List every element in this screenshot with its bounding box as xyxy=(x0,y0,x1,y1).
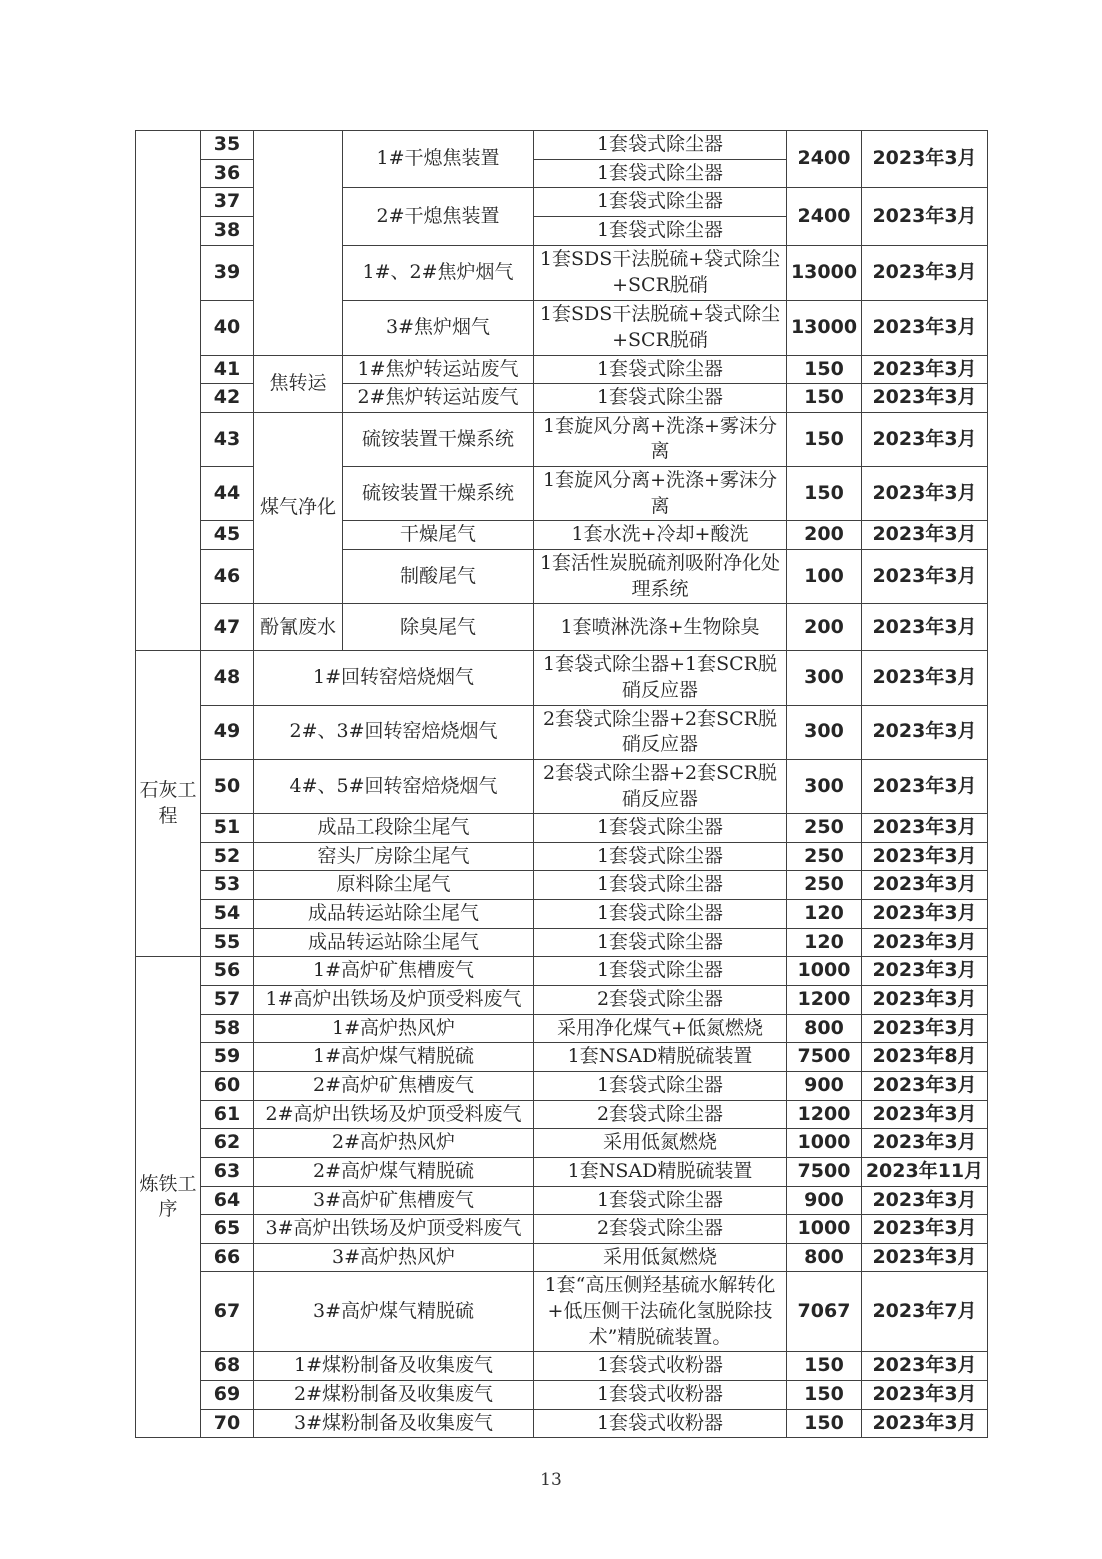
cell-flow: 13000 xyxy=(787,245,862,300)
cell-seq: 44 xyxy=(201,467,254,521)
cell-treatment: 1套旋风分离+洗涤+雾沫分离 xyxy=(534,467,787,521)
cell-flow: 1000 xyxy=(787,957,862,986)
cell-treatment: 1套NSAD精脱硫装置 xyxy=(534,1157,787,1186)
cell-date: 2023年3月 xyxy=(862,871,988,900)
cell-source: 4#、5#回转窑焙烧烟气 xyxy=(254,759,534,813)
cell-treatment: 1套SDS干法脱硫+袋式除尘+SCR脱硝 xyxy=(534,245,787,300)
cell-seq: 70 xyxy=(201,1409,254,1438)
cell-seq: 67 xyxy=(201,1272,254,1352)
cell-seq: 41 xyxy=(201,355,254,384)
cell-source: 制酸尾气 xyxy=(343,550,534,604)
cell-date: 2023年3月 xyxy=(862,957,988,986)
cell-flow: 150 xyxy=(787,1352,862,1381)
cell-source: 3#煤粉制备及收集废气 xyxy=(254,1409,534,1438)
cell-source: 1#焦炉转运站废气 xyxy=(343,355,534,384)
cell-date: 2023年3月 xyxy=(862,1380,988,1409)
table-row xyxy=(136,1215,988,1244)
cell-seq: 59 xyxy=(201,1043,254,1072)
cell-seq: 45 xyxy=(201,521,254,550)
cell-seq: 63 xyxy=(201,1157,254,1186)
page-number: 13 xyxy=(540,1470,562,1490)
cell-date: 2023年3月 xyxy=(862,1243,988,1272)
cell-flow: 150 xyxy=(787,467,862,521)
cell-date: 2023年3月 xyxy=(862,928,988,957)
cell-subprocess: 酚氰废水 xyxy=(254,604,343,651)
cell-source: 1#、2#焦炉烟气 xyxy=(343,245,534,300)
cell-seq: 43 xyxy=(201,412,254,466)
cell-flow: 7500 xyxy=(787,1157,862,1186)
cell-seq: 42 xyxy=(201,384,254,413)
cell-flow: 900 xyxy=(787,1071,862,1100)
cell-treatment: 1套袋式除尘器 xyxy=(534,814,787,843)
cell-treatment: 1套袋式除尘器 xyxy=(534,216,787,245)
cell-source: 3#高炉煤气精脱硫 xyxy=(254,1272,534,1352)
table-row xyxy=(136,651,988,705)
cell-flow: 200 xyxy=(787,604,862,651)
cell-date: 2023年3月 xyxy=(862,131,988,188)
table-row xyxy=(136,928,988,957)
table-row xyxy=(136,1272,988,1352)
table-row xyxy=(136,759,988,813)
cell-treatment: 1套袋式除尘器 xyxy=(534,384,787,413)
table-row xyxy=(136,1380,988,1409)
cell-date: 2023年3月 xyxy=(862,245,988,300)
cell-subprocess: 煤气净化 xyxy=(254,412,343,603)
cell-treatment: 1套活性炭脱硫剂吸附净化处理系统 xyxy=(534,550,787,604)
cell-source: 2#干熄焦装置 xyxy=(343,188,534,245)
cell-source: 3#焦炉烟气 xyxy=(343,300,534,355)
cell-source: 1#回转窑焙烧烟气 xyxy=(254,651,534,705)
cell-flow: 250 xyxy=(787,871,862,900)
table-row xyxy=(136,131,988,160)
cell-flow: 200 xyxy=(787,521,862,550)
cell-flow: 300 xyxy=(787,651,862,705)
cell-source: 1#干熄焦装置 xyxy=(343,131,534,188)
cell-date: 2023年3月 xyxy=(862,355,988,384)
table-row xyxy=(136,871,988,900)
table-row xyxy=(136,1071,988,1100)
cell-treatment: 2套袋式除尘器 xyxy=(534,986,787,1015)
cell-flow: 300 xyxy=(787,705,862,759)
cell-seq: 55 xyxy=(201,928,254,957)
table-row xyxy=(136,604,988,651)
table-row xyxy=(136,814,988,843)
cell-seq: 68 xyxy=(201,1352,254,1381)
cell-date: 2023年3月 xyxy=(862,1186,988,1215)
cell-date: 2023年3月 xyxy=(862,759,988,813)
cell-category xyxy=(136,131,201,651)
table-row xyxy=(136,1409,988,1438)
cell-flow: 150 xyxy=(787,355,862,384)
cell-flow: 150 xyxy=(787,1380,862,1409)
cell-date: 2023年3月 xyxy=(862,300,988,355)
cell-category: 石灰工程 xyxy=(136,651,201,957)
cell-flow: 800 xyxy=(787,1014,862,1043)
cell-date: 2023年3月 xyxy=(862,900,988,929)
cell-treatment: 1套“高压侧羟基硫水解转化+低压侧干法硫化氢脱除技术”精脱硫装置。 xyxy=(534,1272,787,1352)
cell-treatment: 1套袋式除尘器 xyxy=(534,871,787,900)
cell-date: 2023年3月 xyxy=(862,188,988,245)
cell-source: 3#高炉出铁场及炉顶受料废气 xyxy=(254,1215,534,1244)
cell-date: 2023年3月 xyxy=(862,412,988,466)
cell-seq: 49 xyxy=(201,705,254,759)
cell-treatment: 1套NSAD精脱硫装置 xyxy=(534,1043,787,1072)
cell-seq: 66 xyxy=(201,1243,254,1272)
cell-flow: 800 xyxy=(787,1243,862,1272)
cell-date: 2023年3月 xyxy=(862,842,988,871)
cell-source: 成品工段除尘尾气 xyxy=(254,814,534,843)
cell-treatment: 采用低氮燃烧 xyxy=(534,1129,787,1158)
cell-date: 2023年3月 xyxy=(862,705,988,759)
cell-source: 1#煤粉制备及收集废气 xyxy=(254,1352,534,1381)
cell-treatment: 1套袋式除尘器+1套SCR脱硝反应器 xyxy=(534,651,787,705)
cell-seq: 58 xyxy=(201,1014,254,1043)
cell-treatment: 2套袋式除尘器+2套SCR脱硝反应器 xyxy=(534,705,787,759)
cell-seq: 36 xyxy=(201,159,254,188)
table-row xyxy=(136,1043,988,1072)
table-row xyxy=(136,1186,988,1215)
cell-seq: 61 xyxy=(201,1100,254,1129)
cell-source: 1#高炉矿焦槽废气 xyxy=(254,957,534,986)
cell-treatment: 采用低氮燃烧 xyxy=(534,1243,787,1272)
process-table xyxy=(135,130,988,1438)
cell-date: 2023年3月 xyxy=(862,1129,988,1158)
table-row xyxy=(136,355,988,384)
cell-source: 2#、3#回转窑焙烧烟气 xyxy=(254,705,534,759)
cell-seq: 37 xyxy=(201,188,254,217)
cell-seq: 35 xyxy=(201,131,254,160)
cell-treatment: 1套袋式收粉器 xyxy=(534,1380,787,1409)
cell-treatment: 1套喷淋洗涤+生物除臭 xyxy=(534,604,787,651)
cell-treatment: 2套袋式除尘器 xyxy=(534,1100,787,1129)
cell-date: 2023年3月 xyxy=(862,1215,988,1244)
cell-source: 成品转运站除尘尾气 xyxy=(254,900,534,929)
cell-source: 1#高炉出铁场及炉顶受料废气 xyxy=(254,986,534,1015)
table-row xyxy=(136,1014,988,1043)
table-row xyxy=(136,842,988,871)
cell-seq: 69 xyxy=(201,1380,254,1409)
cell-source: 成品转运站除尘尾气 xyxy=(254,928,534,957)
cell-treatment: 1套水洗+冷却+酸洗 xyxy=(534,521,787,550)
cell-seq: 39 xyxy=(201,245,254,300)
cell-source: 干燥尾气 xyxy=(343,521,534,550)
cell-flow: 2400 xyxy=(787,131,862,188)
cell-date: 2023年3月 xyxy=(862,604,988,651)
table-row xyxy=(136,1157,988,1186)
cell-treatment: 1套袋式除尘器 xyxy=(534,1071,787,1100)
cell-seq: 46 xyxy=(201,550,254,604)
cell-flow: 250 xyxy=(787,814,862,843)
cell-date: 2023年3月 xyxy=(862,384,988,413)
cell-flow: 900 xyxy=(787,1186,862,1215)
table-row xyxy=(136,1129,988,1158)
table-row xyxy=(136,705,988,759)
cell-source: 窑头厂房除尘尾气 xyxy=(254,842,534,871)
cell-date: 2023年3月 xyxy=(862,1100,988,1129)
cell-treatment: 1套袋式除尘器 xyxy=(534,188,787,217)
cell-source: 2#高炉矿焦槽废气 xyxy=(254,1071,534,1100)
cell-date: 2023年3月 xyxy=(862,1014,988,1043)
cell-flow: 7067 xyxy=(787,1272,862,1352)
cell-source: 3#高炉矿焦槽废气 xyxy=(254,1186,534,1215)
cell-flow: 13000 xyxy=(787,300,862,355)
cell-source: 除臭尾气 xyxy=(343,604,534,651)
cell-seq: 56 xyxy=(201,957,254,986)
cell-treatment: 1套袋式除尘器 xyxy=(534,355,787,384)
cell-flow: 100 xyxy=(787,550,862,604)
cell-date: 2023年3月 xyxy=(862,1071,988,1100)
cell-source: 硫铵装置干燥系统 xyxy=(343,467,534,521)
cell-seq: 51 xyxy=(201,814,254,843)
cell-date: 2023年3月 xyxy=(862,1352,988,1381)
cell-date: 2023年3月 xyxy=(862,986,988,1015)
cell-flow: 1000 xyxy=(787,1215,862,1244)
table-row xyxy=(136,957,988,986)
cell-flow: 1200 xyxy=(787,1100,862,1129)
cell-flow: 150 xyxy=(787,1409,862,1438)
cell-flow: 150 xyxy=(787,412,862,466)
cell-seq: 52 xyxy=(201,842,254,871)
cell-treatment: 1套旋风分离+洗涤+雾沫分离 xyxy=(534,412,787,466)
cell-treatment: 1套袋式除尘器 xyxy=(534,842,787,871)
table-row xyxy=(136,1100,988,1129)
cell-seq: 60 xyxy=(201,1071,254,1100)
cell-flow: 2400 xyxy=(787,188,862,245)
cell-treatment: 1套SDS干法脱硫+袋式除尘+SCR脱硝 xyxy=(534,300,787,355)
cell-subprocess: 焦转运 xyxy=(254,355,343,412)
cell-seq: 38 xyxy=(201,216,254,245)
cell-date: 2023年8月 xyxy=(862,1043,988,1072)
cell-source: 2#高炉热风炉 xyxy=(254,1129,534,1158)
cell-date: 2023年3月 xyxy=(862,467,988,521)
cell-flow: 1200 xyxy=(787,986,862,1015)
cell-category: 炼铁工序 xyxy=(136,957,201,1438)
cell-source: 1#高炉煤气精脱硫 xyxy=(254,1043,534,1072)
cell-seq: 48 xyxy=(201,651,254,705)
cell-treatment: 1套袋式除尘器 xyxy=(534,131,787,160)
cell-source: 1#高炉热风炉 xyxy=(254,1014,534,1043)
cell-treatment: 1套袋式除尘器 xyxy=(534,957,787,986)
cell-seq: 64 xyxy=(201,1186,254,1215)
cell-date: 2023年3月 xyxy=(862,1409,988,1438)
cell-treatment: 1套袋式除尘器 xyxy=(534,928,787,957)
cell-seq: 40 xyxy=(201,300,254,355)
cell-source: 硫铵装置干燥系统 xyxy=(343,412,534,466)
cell-treatment: 1套袋式除尘器 xyxy=(534,159,787,188)
table-row xyxy=(136,412,988,466)
cell-flow: 150 xyxy=(787,384,862,413)
cell-seq: 54 xyxy=(201,900,254,929)
cell-flow: 120 xyxy=(787,900,862,929)
cell-date: 2023年3月 xyxy=(862,550,988,604)
cell-treatment: 1套袋式除尘器 xyxy=(534,1186,787,1215)
cell-source: 2#高炉煤气精脱硫 xyxy=(254,1157,534,1186)
cell-source: 2#煤粉制备及收集废气 xyxy=(254,1380,534,1409)
cell-treatment: 1套袋式收粉器 xyxy=(534,1409,787,1438)
cell-flow: 250 xyxy=(787,842,862,871)
cell-seq: 62 xyxy=(201,1129,254,1158)
cell-date: 2023年7月 xyxy=(862,1272,988,1352)
cell-seq: 65 xyxy=(201,1215,254,1244)
cell-date: 2023年11月 xyxy=(862,1157,988,1186)
cell-date: 2023年3月 xyxy=(862,521,988,550)
cell-seq: 57 xyxy=(201,986,254,1015)
cell-seq: 53 xyxy=(201,871,254,900)
cell-treatment: 1套袋式收粉器 xyxy=(534,1352,787,1381)
cell-seq: 47 xyxy=(201,604,254,651)
cell-subprocess xyxy=(254,131,343,356)
cell-date: 2023年3月 xyxy=(862,651,988,705)
cell-source: 原料除尘尾气 xyxy=(254,871,534,900)
cell-source: 2#焦炉转运站废气 xyxy=(343,384,534,413)
cell-treatment: 1套袋式除尘器 xyxy=(534,900,787,929)
cell-flow: 7500 xyxy=(787,1043,862,1072)
table-row xyxy=(136,986,988,1015)
table-row xyxy=(136,1352,988,1381)
cell-source: 3#高炉热风炉 xyxy=(254,1243,534,1272)
cell-treatment: 2套袋式除尘器+2套SCR脱硝反应器 xyxy=(534,759,787,813)
cell-seq: 50 xyxy=(201,759,254,813)
cell-date: 2023年3月 xyxy=(862,814,988,843)
table-row xyxy=(136,1243,988,1272)
cell-treatment: 2套袋式除尘器 xyxy=(534,1215,787,1244)
cell-source: 2#高炉出铁场及炉顶受料废气 xyxy=(254,1100,534,1129)
cell-flow: 1000 xyxy=(787,1129,862,1158)
cell-treatment: 采用净化煤气+低氮燃烧 xyxy=(534,1014,787,1043)
cell-flow: 300 xyxy=(787,759,862,813)
table-row xyxy=(136,900,988,929)
cell-flow: 120 xyxy=(787,928,862,957)
